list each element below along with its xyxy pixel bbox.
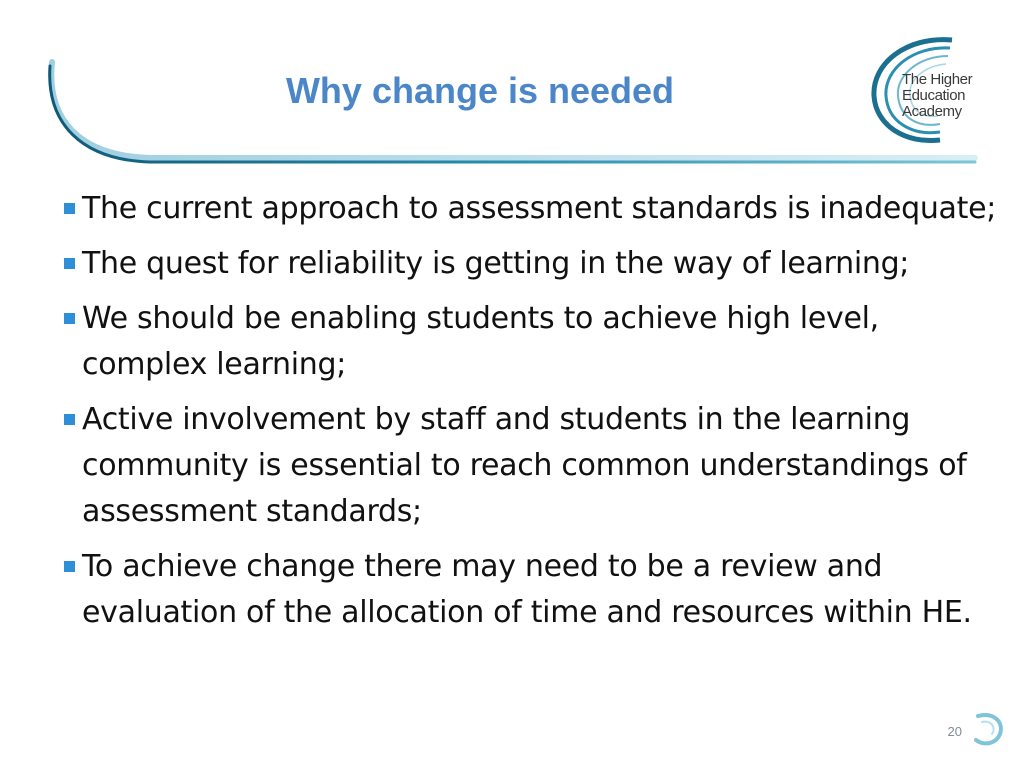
logo-line-1: The Higher [902,71,973,88]
corner-swirl-icon [968,708,1008,748]
bullet-item [60,241,1000,287]
square-bullet-icon [64,313,75,324]
bullet-item [60,397,1000,535]
square-bullet-icon [64,414,75,425]
square-bullet-icon [64,203,75,214]
bullet-item [60,544,1000,636]
page-number: 20 [947,724,962,739]
bullet-text: The quest for reliability is getting in the way of learning; [82,246,910,281]
logo-line-3: Academy [902,103,962,120]
bullet-text: To achieve change there may need to be a review and evaluation of the allocation of time and resources within HE. [82,549,972,630]
academy-logo-text [902,72,982,120]
bullet-item [60,186,1000,232]
square-bullet-icon [64,258,75,269]
logo-line-2: Education [902,87,966,104]
bullet-text: Active involvement by staff and students in the learning community is essential to reach common understandings of assessment standards; [82,402,967,529]
bullet-text: We should be enabling students to achieve high level, complex learning; [82,301,879,382]
slide-title: Why change is needed [285,70,675,111]
bullet-list [60,186,1000,645]
bullet-item [60,296,1000,388]
square-bullet-icon [64,561,75,572]
bullet-text: The current approach to assessment standards is inadequate; [82,191,997,226]
